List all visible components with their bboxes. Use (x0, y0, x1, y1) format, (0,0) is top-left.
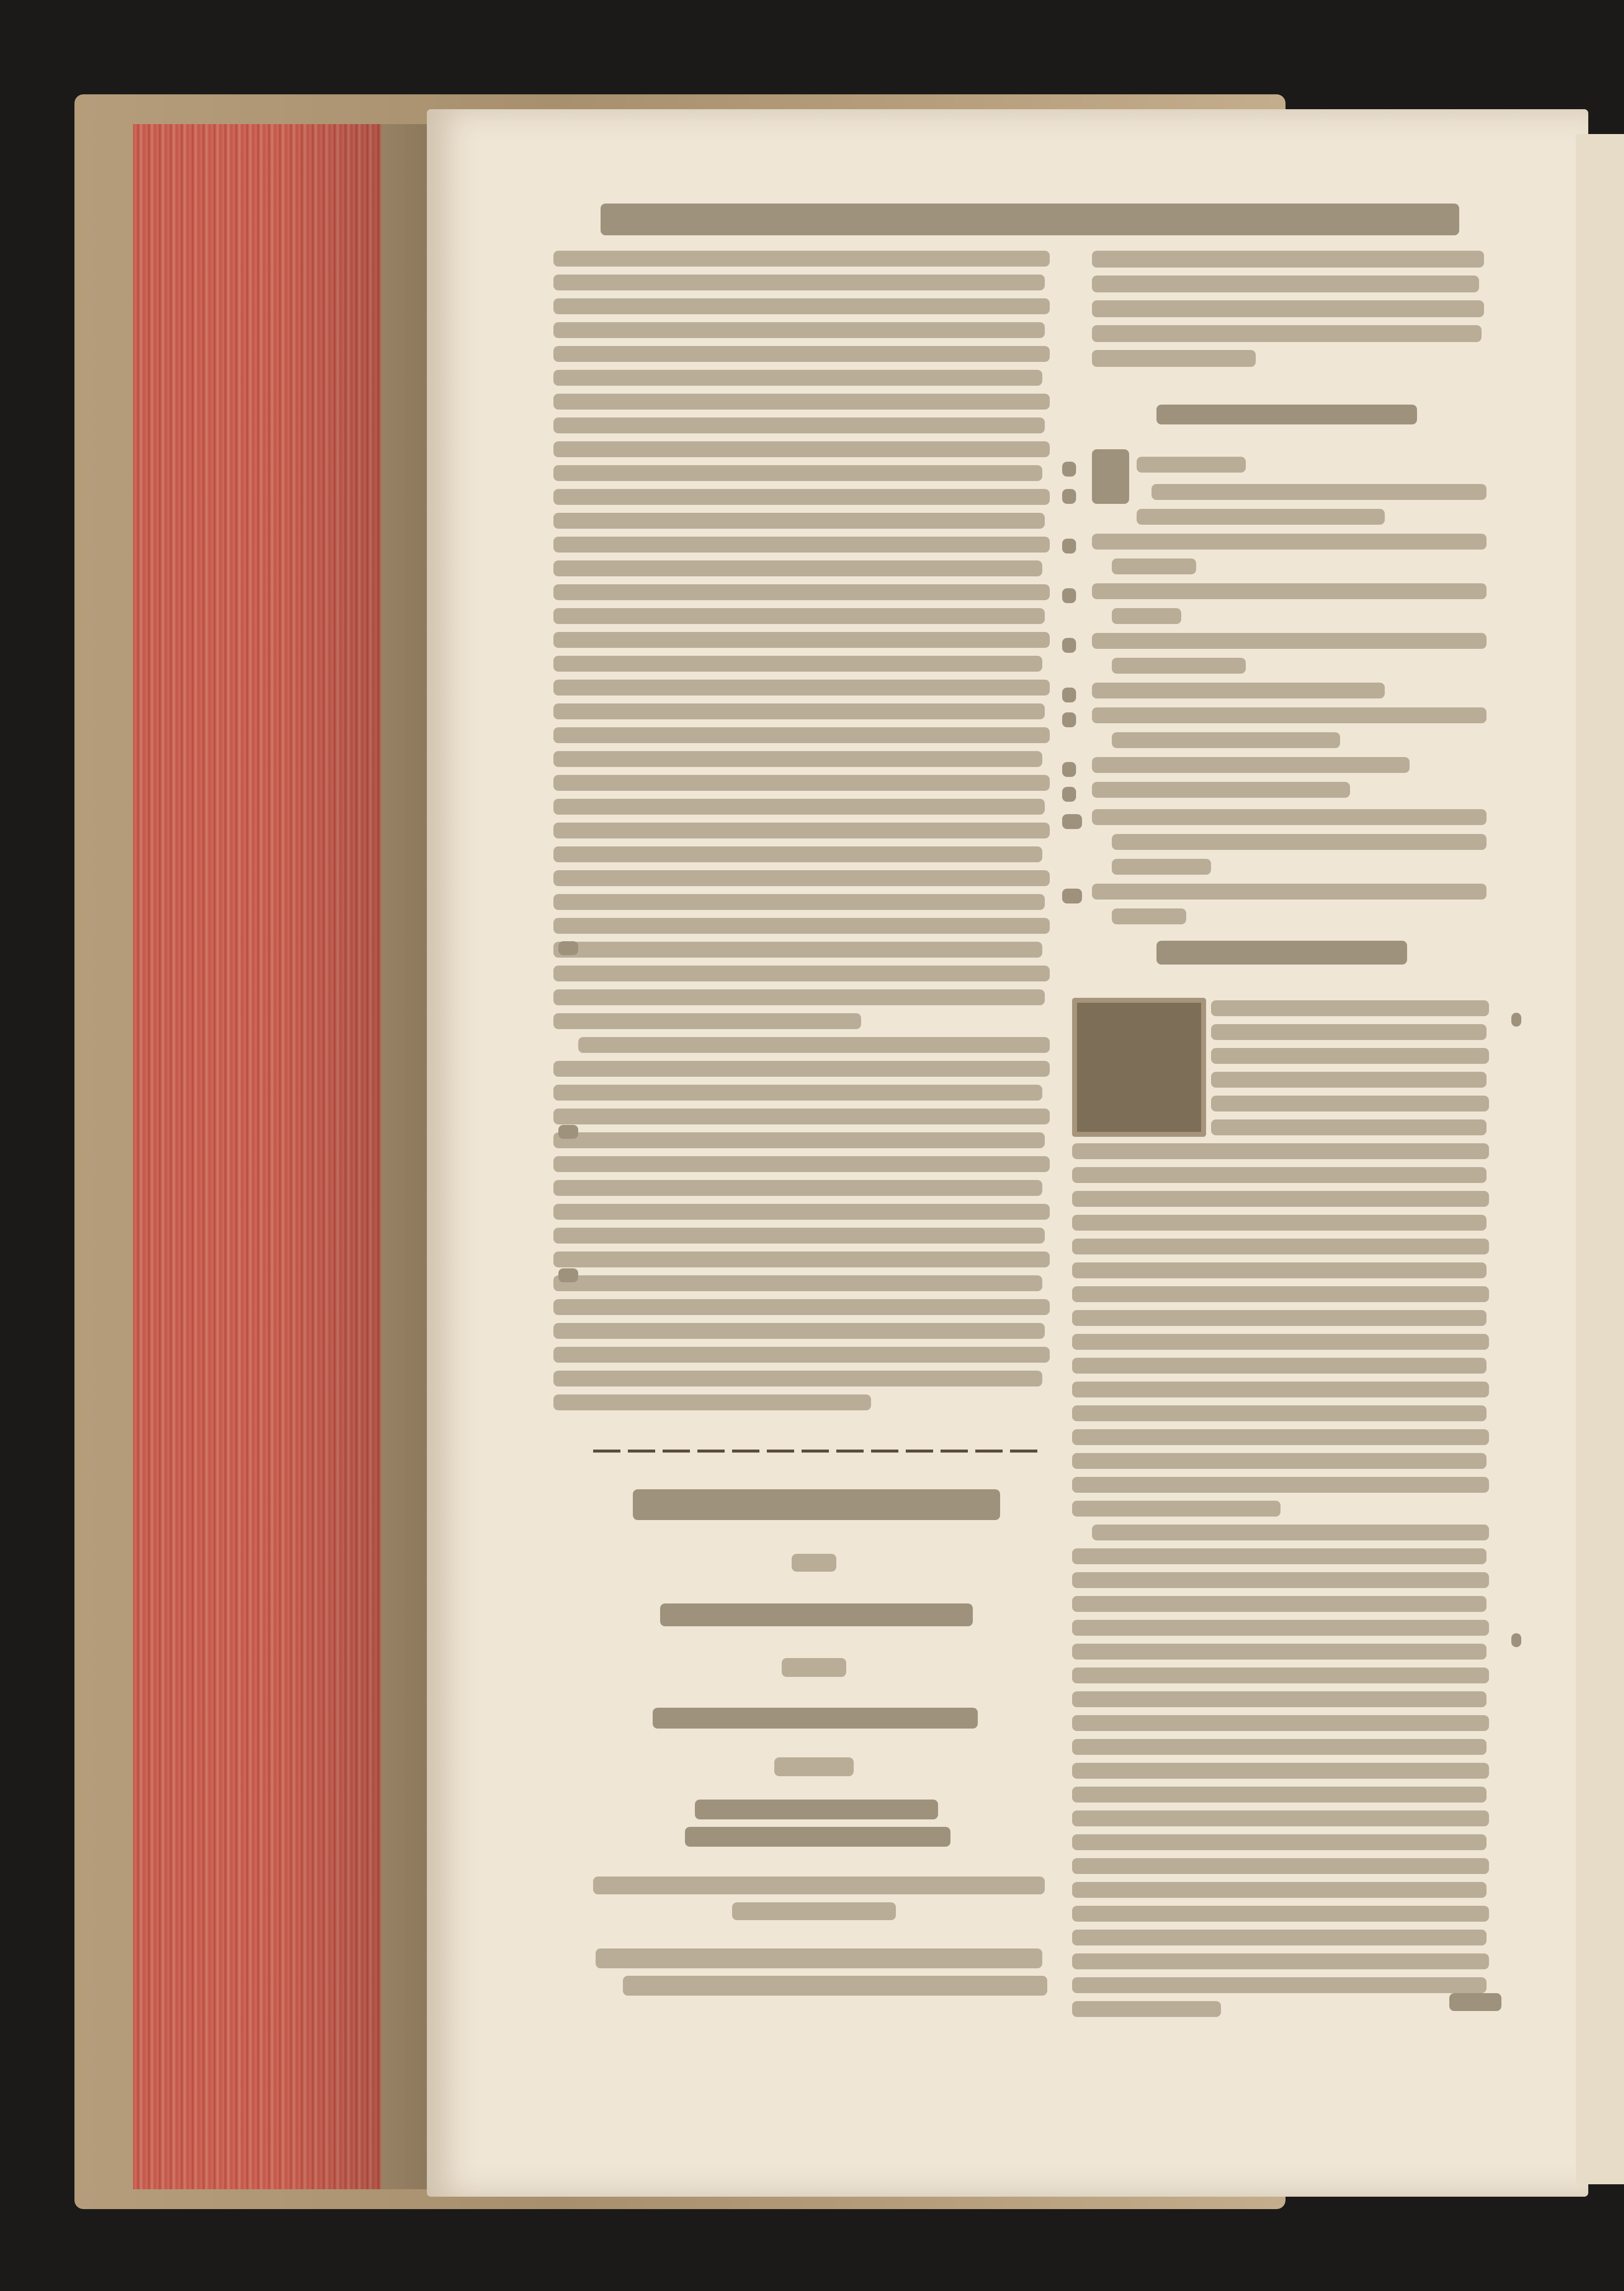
catchword (1449, 1993, 1501, 2011)
summary-heading (1156, 405, 1417, 424)
margin-note-marker (558, 941, 578, 955)
margin-note-marker (558, 1268, 578, 1282)
section-divider (593, 1450, 1040, 1453)
facing-page-edge (1576, 134, 1624, 2184)
margin-note-marker (558, 1125, 578, 1139)
decorated-initial-image (1072, 998, 1206, 1137)
discourse-heading (1156, 941, 1407, 965)
page-edge-shadow (278, 124, 427, 2189)
running-header (601, 204, 1459, 235)
margin-note-marker (1511, 1633, 1521, 1647)
margin-note-marker (1511, 1013, 1521, 1027)
